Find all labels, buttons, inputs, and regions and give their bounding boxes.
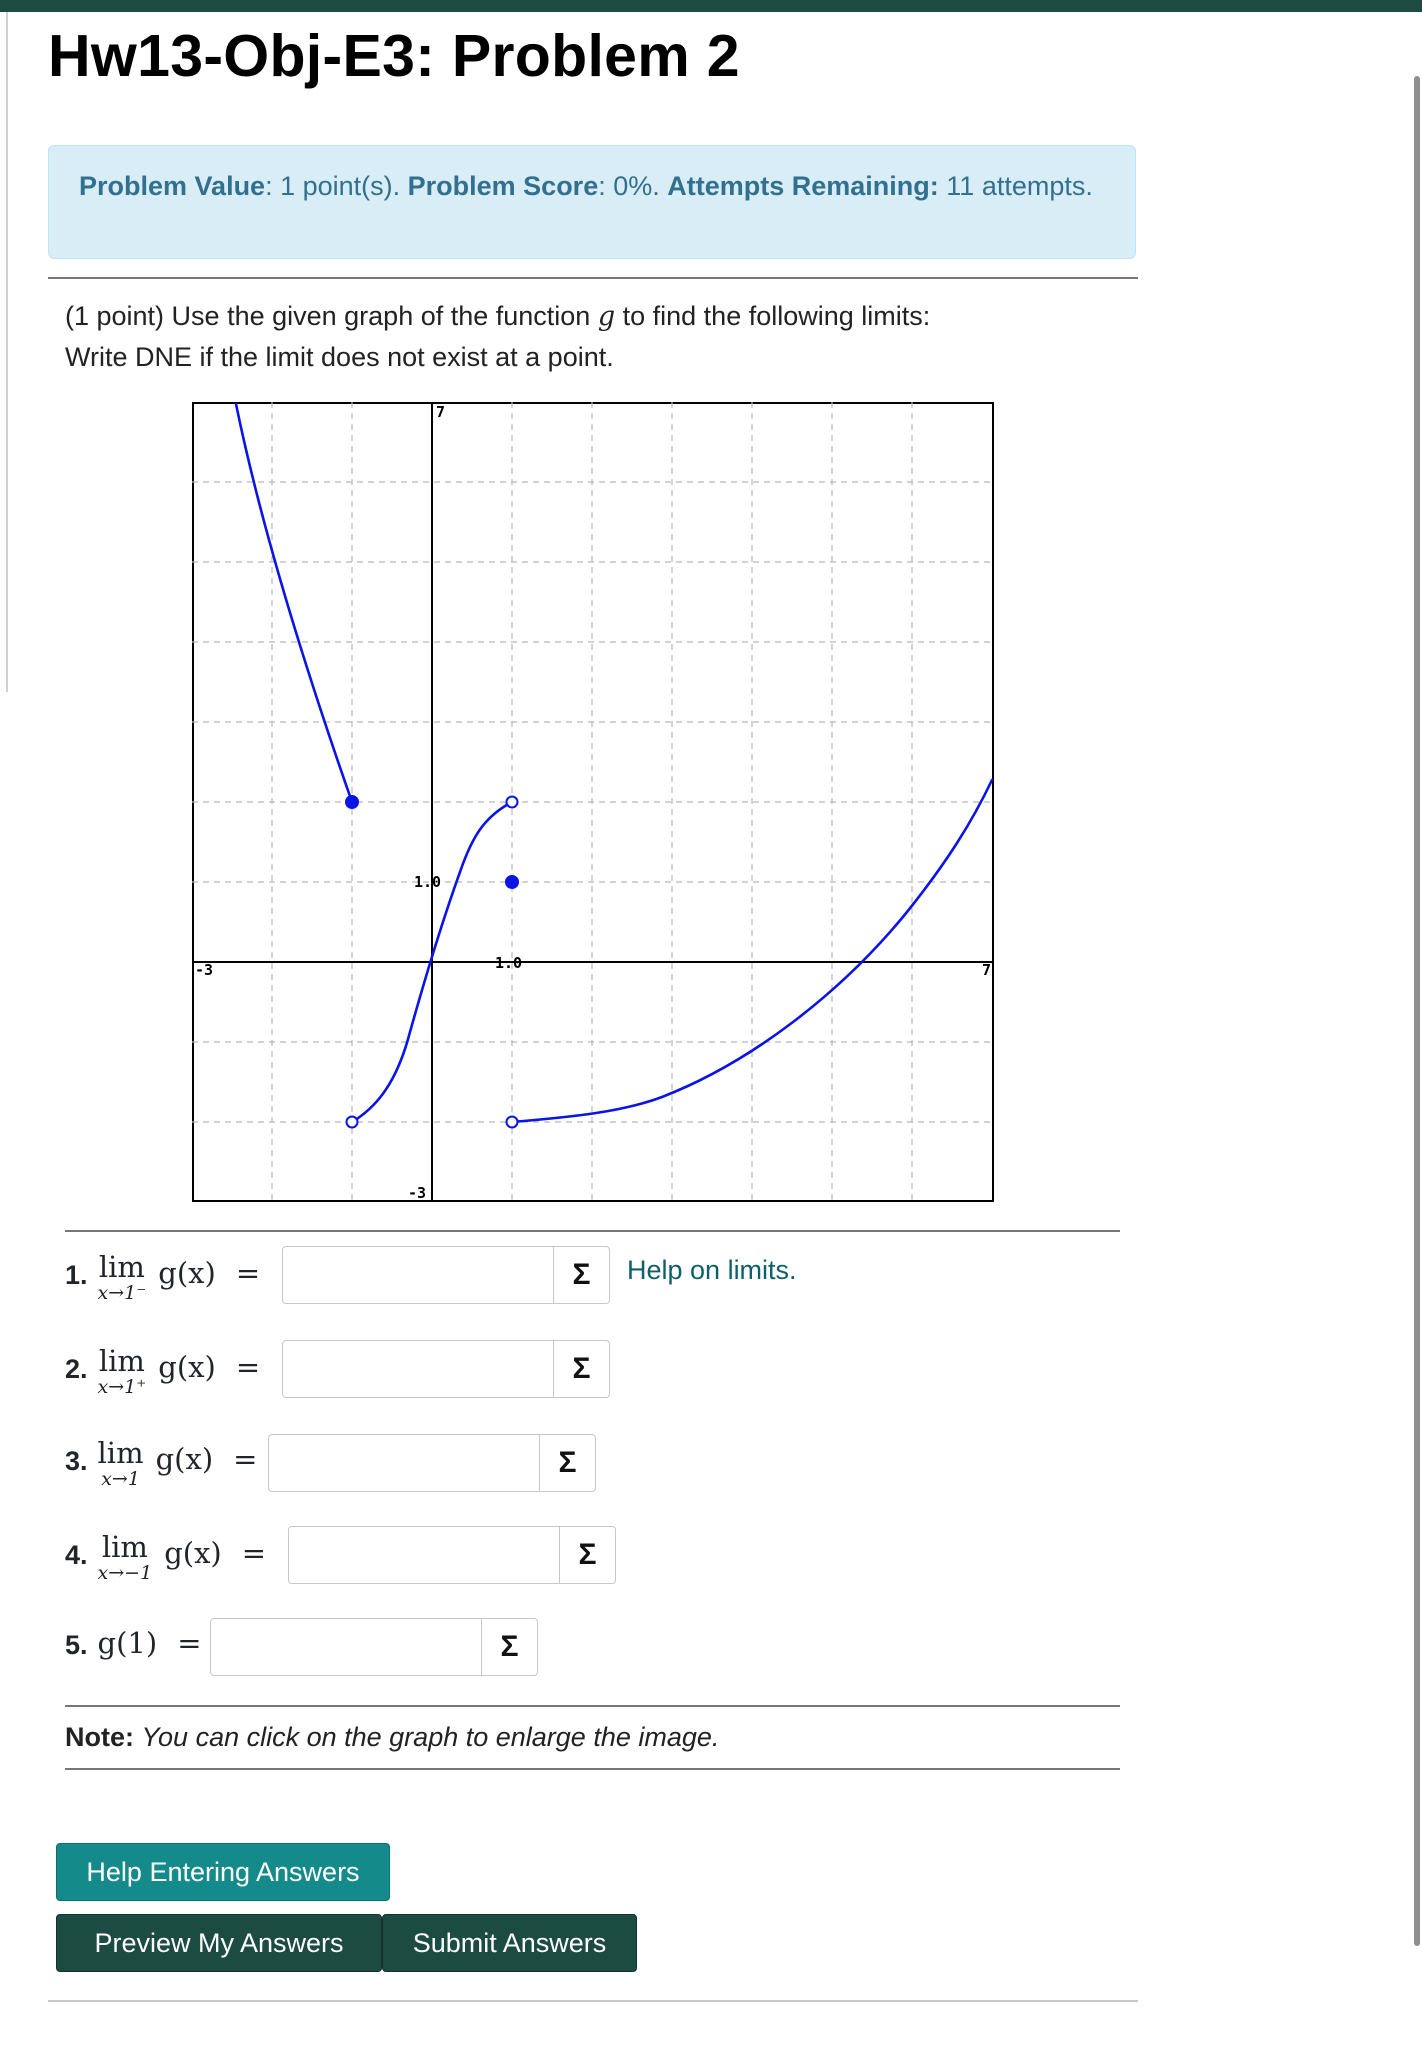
- y-top-tick-label: 7: [436, 403, 446, 421]
- question-1: [65, 1250, 280, 1320]
- answer-input-4[interactable]: [288, 1526, 560, 1584]
- equation-editor-button-1[interactable]: [554, 1246, 610, 1304]
- help-entering-answers-button[interactable]: Help Entering Answers: [56, 1843, 390, 1901]
- question-5: [65, 1620, 222, 1690]
- limit-subscript: x→1⁻: [97, 1282, 147, 1304]
- sigma-icon: Σ: [572, 1352, 591, 1385]
- problem-value-label: Problem Value: [79, 171, 266, 201]
- limit-subscript: x→1⁺: [97, 1376, 147, 1398]
- sigma-icon: Σ: [500, 1630, 519, 1663]
- sigma-icon: Σ: [558, 1446, 577, 1479]
- problem-status-alert: [48, 145, 1136, 259]
- answer-input-5[interactable]: [210, 1618, 482, 1676]
- equals-sign: =: [177, 1626, 202, 1660]
- attempts-label: Attempts Remaining:: [667, 171, 939, 201]
- problem-score-label: Problem Score: [407, 171, 599, 201]
- divider: [48, 2000, 1138, 2002]
- question-4: [65, 1530, 286, 1600]
- function-expression: g(x): [155, 1442, 214, 1476]
- limit-operator: lim x→1: [97, 1436, 144, 1490]
- equation-editor-button-4[interactable]: [560, 1526, 616, 1584]
- function-expression: g(1): [97, 1626, 158, 1660]
- note-body: You can click on the graph to enlarge the image.: [141, 1722, 720, 1752]
- divider: [65, 1230, 1120, 1232]
- note-text: [65, 1722, 719, 1753]
- submit-answers-button[interactable]: Submit Answers: [382, 1914, 637, 1972]
- preview-answers-button[interactable]: Preview My Answers: [56, 1914, 382, 1972]
- top-bar: [0, 0, 1422, 12]
- divider: [65, 1705, 1120, 1707]
- answer-input-2[interactable]: [282, 1340, 554, 1398]
- attempts-text: 11 attempts.: [938, 171, 1093, 201]
- x-left-tick-label: -3: [195, 961, 214, 979]
- y-one-tick-label: 1.0: [414, 873, 442, 891]
- problem-line-1: (1 point) Use the given graph of the function g to find the following limits:: [65, 301, 931, 332]
- equation-editor-button-2[interactable]: [554, 1340, 610, 1398]
- help-on-limits-link[interactable]: Help on limits.: [627, 1255, 797, 1285]
- equals-sign: =: [235, 1350, 261, 1384]
- page-title: Hw13-Obj-E3: Problem 2: [48, 23, 740, 89]
- open-dot: [507, 797, 518, 808]
- y-bottom-tick-label: -3: [408, 1184, 427, 1202]
- function-expression: g(x): [158, 1256, 216, 1290]
- question-number: 2.: [65, 1354, 88, 1384]
- equation-editor-button-3[interactable]: [540, 1434, 596, 1492]
- open-dot: [347, 1117, 358, 1128]
- equation-editor-button-5[interactable]: [482, 1618, 538, 1676]
- function-expression: g(x): [158, 1350, 216, 1384]
- open-dot: [507, 1117, 518, 1128]
- closed-dot: [506, 876, 518, 888]
- limit-operator: lim x→1⁺: [97, 1344, 147, 1398]
- divider: [48, 277, 1138, 279]
- x-one-tick-label: 1.0: [495, 954, 523, 972]
- limit-operator: lim x→−1: [97, 1530, 153, 1584]
- function-expression: g(x): [164, 1536, 222, 1570]
- function-symbol: g: [597, 301, 616, 332]
- limit-operator: lim x→1⁻: [97, 1250, 147, 1304]
- problem-statement: [65, 296, 1125, 377]
- question-2: [65, 1344, 280, 1414]
- divider: [65, 1768, 1120, 1770]
- x-right-tick-label: 7: [982, 961, 992, 979]
- closed-dot: [346, 796, 358, 808]
- problem-value-text: : 1 point(s).: [265, 171, 408, 201]
- sigma-icon: Σ: [578, 1538, 597, 1571]
- question-number: 5.: [65, 1630, 88, 1660]
- note-label: Note:: [65, 1722, 134, 1752]
- question-3: [65, 1436, 277, 1506]
- limit-subscript: x→−1: [97, 1562, 153, 1584]
- problem-line-2: Write DNE if the limit does not exist at a point.: [65, 342, 614, 372]
- problem-score-text: : 0%.: [598, 171, 668, 201]
- answer-input-3[interactable]: [268, 1434, 540, 1492]
- scrollbar[interactable]: [1414, 76, 1420, 1946]
- question-number: 4.: [65, 1540, 88, 1570]
- equals-sign: =: [241, 1536, 267, 1570]
- sigma-icon: Σ: [572, 1258, 591, 1291]
- question-number: 1.: [65, 1260, 88, 1290]
- equals-sign: =: [235, 1256, 261, 1290]
- function-graph[interactable]: [192, 402, 994, 1202]
- equals-sign: =: [233, 1442, 258, 1476]
- left-border: [6, 12, 8, 692]
- limit-subscript: x→1: [101, 1468, 140, 1490]
- answer-input-1[interactable]: [282, 1246, 554, 1304]
- question-number: 3.: [65, 1446, 88, 1476]
